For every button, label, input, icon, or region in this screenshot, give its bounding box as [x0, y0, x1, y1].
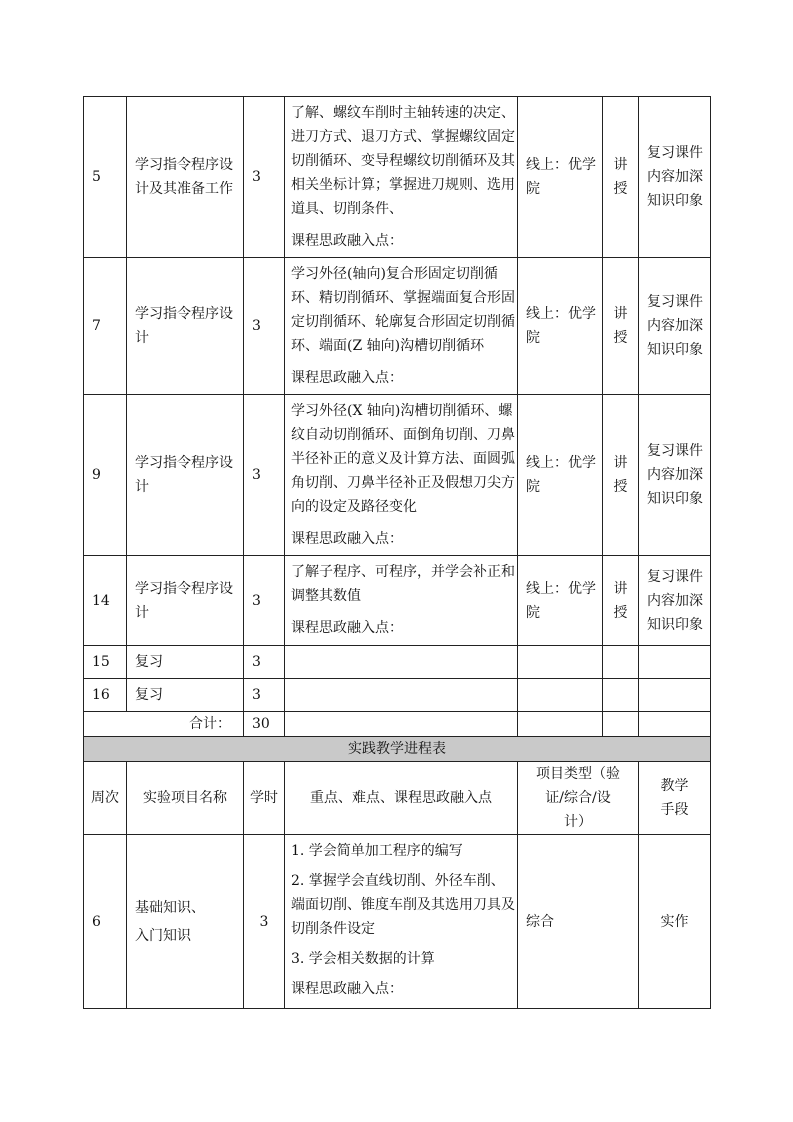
- header-means: 教学 手段: [639, 762, 711, 835]
- ideology-label: 课程思政融入点：: [291, 531, 403, 547]
- type-cell: 线上：优学 院: [518, 395, 603, 556]
- theory-rows: [84, 97, 711, 646]
- week-cell: 15: [84, 646, 127, 679]
- hours-cell: 3: [244, 97, 285, 258]
- week-cell: 9: [84, 395, 127, 556]
- header-type: 项目类型（验 证/综合/设 计）: [518, 762, 639, 835]
- means-cell: 实作: [639, 835, 711, 1009]
- week-cell: 14: [84, 556, 127, 646]
- week-cell: 6: [84, 835, 127, 1009]
- table-row: [84, 679, 711, 712]
- project-cell: 学习指令程序设 计: [127, 395, 244, 556]
- table-row: [84, 258, 711, 395]
- method-cell: 讲 授: [603, 395, 639, 556]
- header-hours: 学时: [244, 762, 285, 835]
- project-cell: 学习指令程序设 计: [127, 258, 244, 395]
- teaching-schedule-table: [83, 96, 711, 1009]
- table-row: [84, 646, 711, 679]
- header-points: 重点、难点、课程思政融入点: [285, 762, 518, 835]
- header-week: 周次: [84, 762, 127, 835]
- week-cell: 16: [84, 679, 127, 712]
- practice-title-row: [84, 737, 711, 762]
- ideology-label: 课程思政融入点：: [291, 233, 403, 249]
- table-row: [84, 395, 711, 556]
- header-name: 实验项目名称: [127, 762, 244, 835]
- ideology-label: 课程思政融入点：: [291, 981, 403, 997]
- practice-row: [84, 835, 711, 1009]
- means-cell: 复习课件 内容加深 知识印象: [639, 97, 711, 258]
- method-cell: 讲 授: [603, 97, 639, 258]
- type-cell: 线上：优学 院: [518, 97, 603, 258]
- project-cell: 复习: [127, 646, 244, 679]
- hours-cell: 3: [244, 258, 285, 395]
- content-cell: 了解、螺纹车削时主轴转速的决定、 进刀方式、退刀方式、掌握螺纹固定 切削循环、变导程螺纹切削循环及其 相关坐标计算；掌握进刀规则、选用 道具、切削条件、 课程思政融入点：: [285, 97, 518, 258]
- means-cell: 复习课件 内容加深 知识印象: [639, 556, 711, 646]
- table-row: [84, 556, 711, 646]
- list-item: 3. 学会相关数据的计算: [291, 951, 435, 967]
- project-cell: 复习: [127, 679, 244, 712]
- points-cell: [285, 835, 518, 1009]
- hours-cell: 3: [244, 835, 285, 1009]
- project-cell: 学习指令程序设 计及其准备工作: [127, 97, 244, 258]
- means-cell: 复习课件 内容加深 知识印象: [639, 395, 711, 556]
- week-cell: 7: [84, 258, 127, 395]
- practice-header-row: [84, 762, 711, 835]
- hours-cell: 3: [244, 395, 285, 556]
- method-cell: 讲 授: [603, 556, 639, 646]
- total-value: 30: [244, 712, 285, 737]
- hours-cell: 3: [244, 646, 285, 679]
- practice-section: [84, 737, 711, 1009]
- total-row: [84, 712, 711, 737]
- week-cell: 5: [84, 97, 127, 258]
- table-row: [84, 97, 711, 258]
- total-label: 合计：: [84, 712, 244, 737]
- means-cell: 复习课件 内容加深 知识印象: [639, 258, 711, 395]
- hours-cell: 3: [244, 679, 285, 712]
- type-cell: 线上：优学 院: [518, 556, 603, 646]
- section-title: 实践教学进程表: [84, 737, 711, 762]
- content-cell: 学习外径(轴向)复合形固定切削循 环、精切削循环、掌握端面复合形固 定切削循环、轮廓复合形固定切削循 环、端面(Z 轴向)沟槽切削循环 课程思政融入点：: [285, 258, 518, 395]
- hours-cell: 3: [244, 556, 285, 646]
- method-cell: 讲 授: [603, 258, 639, 395]
- review-rows: [84, 646, 711, 737]
- content-cell: 了解子程序、可程序，并学会补正和 调整其数值 课程思政融入点：: [285, 556, 518, 646]
- project-cell: 学习指令程序设 计: [127, 556, 244, 646]
- name-cell: 基础知识、 入门知识: [127, 835, 244, 1009]
- ideology-label: 课程思政融入点：: [291, 620, 403, 636]
- ideology-label: 课程思政融入点：: [291, 370, 403, 386]
- type-cell: 综合: [518, 835, 639, 1009]
- type-cell: 线上：优学 院: [518, 258, 603, 395]
- list-item: 1. 学会简单加工程序的编写: [291, 843, 463, 859]
- list-item: 2. 掌握学会直线切削、外径车削、 端面切削、锥度车削及其选用刀具及 切削条件设定: [291, 873, 515, 937]
- content-cell: 学习外径(X 轴向)沟槽切削循环、螺 纹自动切削循环、面倒角切削、刀鼻 半径补正的意义及计算方法、面圆弧 角切削、刀鼻半径补正及假想刀尖方 向的设定及路径变化 课程思政融入点：: [285, 395, 518, 556]
